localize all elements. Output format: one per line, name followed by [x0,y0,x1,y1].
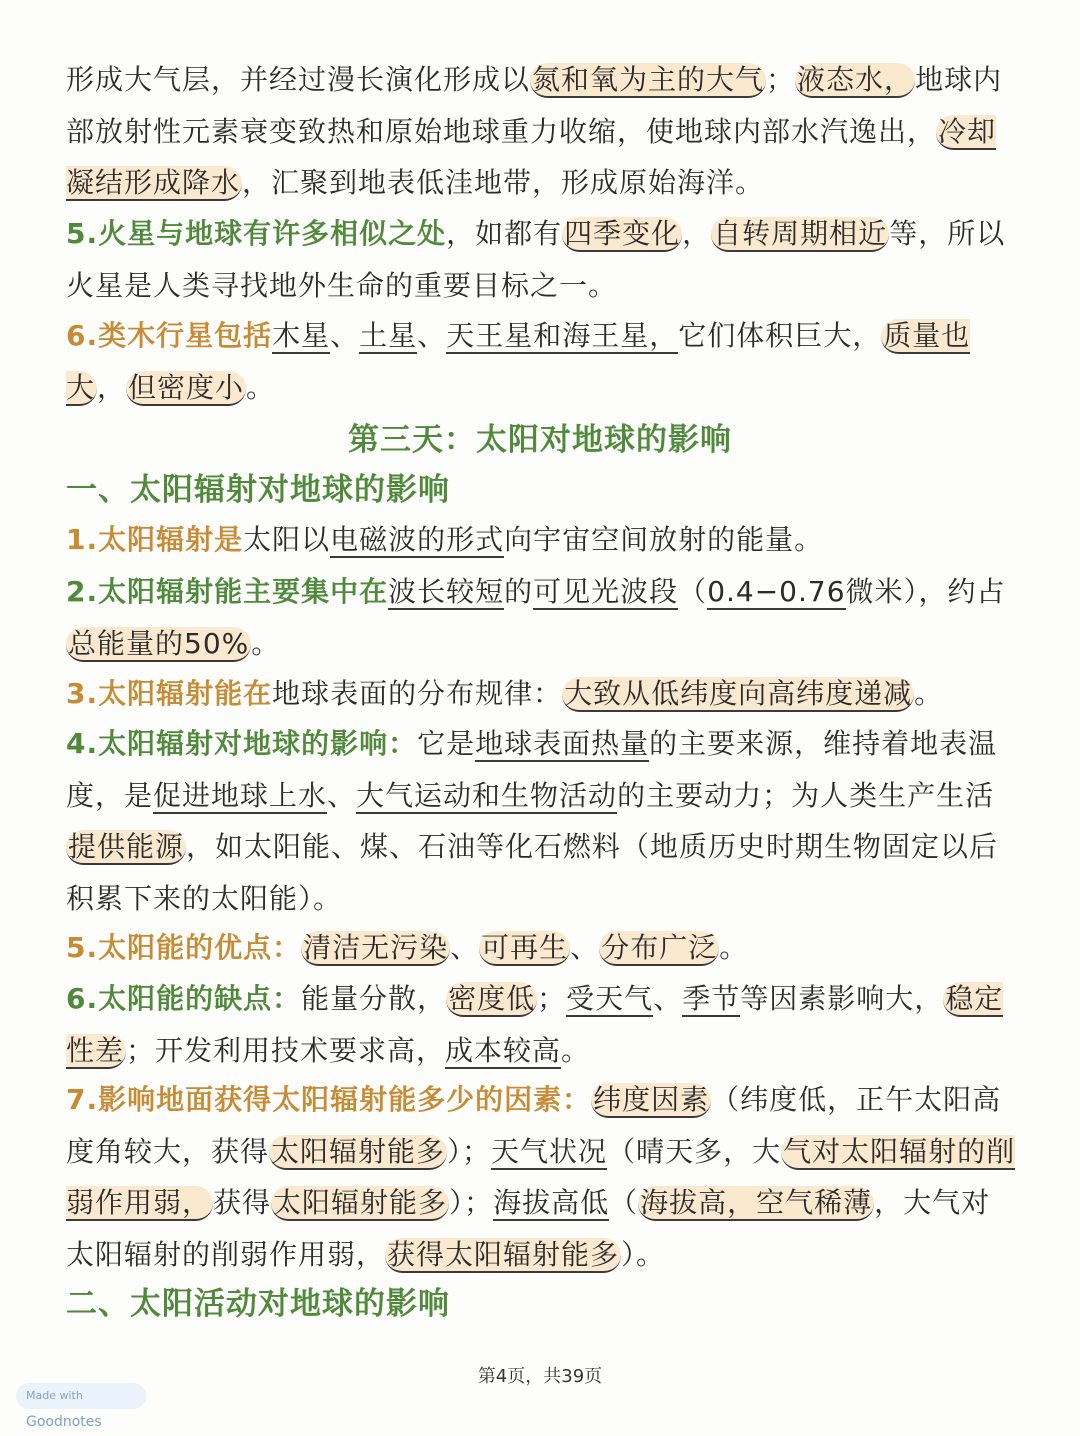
text: 获得 [213,1186,272,1219]
day-title: 第三天：太阳对地球的影响 [348,422,732,458]
text: ）； [449,1186,494,1219]
highlight-density-small: 但密度小 [128,370,245,404]
text: （ [678,575,708,608]
text: 。 [251,626,281,660]
item-2 [66,566,1018,669]
text: ，汇聚到地表低洼地带，形成原始海洋。 [242,166,765,199]
text: ）； [447,1134,492,1168]
highlight-condense-precipitation: 冷却凝结形成降水 [66,114,997,199]
text: （ [609,1186,639,1219]
paragraph-atmosphere-ocean [66,54,1018,209]
item-jovian-planets [66,310,1018,413]
text: 能量分散， [301,982,447,1015]
text: 。 [914,677,944,710]
highlight-clean: 清洁无污染 [303,931,449,964]
item-7 [66,1074,1018,1280]
text: ，如太阳能、煤、石油等化石燃料（地质历史时期生物固定以后积累下来的太阳能）。 [66,830,999,915]
highlight-widespread: 分布广泛 [601,931,718,964]
text: 、 [653,982,683,1015]
highlight-seasons: 四季变化 [564,217,681,250]
underline-atmosphere-bio: 大气运动和生物活动 [356,778,618,812]
text: 等因素影响大， [740,982,944,1015]
highlight-unstable: 稳定性差 [66,982,1004,1067]
underline-water: 促进地球上水 [153,778,328,812]
item-4 [66,718,1018,924]
item-label: 6.太阳能的缺点： [66,982,302,1015]
text: 。 [561,1033,591,1067]
text: 的主要动力；为人类生产生活 [617,778,995,812]
highlight-more-radiation: 太阳辐射能多 [271,1134,446,1168]
text: 。 [246,370,276,404]
underline-high-cost: 成本较高 [445,1033,562,1067]
item-1 [66,514,1018,566]
text: 的主要来源，维持着地表温度，是 [66,727,998,812]
underline-em-wave: 电磁波的形式 [330,523,505,556]
text: 、 [330,319,360,352]
text: ， [97,370,127,404]
underline-short-wave: 波长较短 [388,575,505,608]
badge-prefix: Made with [26,1389,83,1402]
item-label: 7.影响地面获得太阳辐射能多少的因素： [66,1083,592,1116]
section-title-radiation: 一、太阳辐射对地球的影响 [66,472,450,508]
text: ， [682,217,712,250]
text: （晴天多，大 [607,1134,782,1168]
highlight-liquid-water: 液态水， [797,63,914,96]
text: 太阳以 [243,523,331,556]
text: 、 [327,778,357,812]
text: 的 [504,575,534,608]
underline-uranus-neptune: 天王星和海王星， [446,319,679,352]
highlight-more-radiation-3: 获得太阳辐射能多 [387,1237,620,1271]
highlight-mass-large: 质量也大 [66,319,971,404]
item-label: 6.类木行星包括 [66,319,273,352]
page-number: 第4页，共39页 [477,1366,603,1387]
text: 地球表面的分布规律： [272,677,563,710]
item-label: 3.太阳辐射能在 [66,677,273,710]
text: 微米），约占 [845,575,1006,608]
text: 、 [570,931,600,964]
badge-brand: Goodnotes [26,1414,102,1430]
text: 。 [719,931,749,964]
underline-altitude: 海拔高低 [493,1186,610,1219]
item-label: 4.太阳辐射对地球的影响： [66,727,418,760]
text: 它是 [417,727,476,760]
underline-wavelength: 0.4−0.76 [707,575,846,608]
text: 它们体积巨大， [678,319,882,352]
highlight-more-radiation-2: 太阳辐射能多 [273,1186,448,1219]
text: 形成大气层，并经过漫长演化形成以 [66,63,531,96]
item-label: 1.太阳辐射是 [66,523,244,556]
highlight-nitrogen-oxygen: 氮和氧为主的大气 [532,63,765,96]
text: ，大气对太阳辐射的削弱作用弱， [66,1186,991,1271]
highlight-latitude: 纬度因素 [593,1083,710,1116]
underline-weather: 受天气 [566,982,654,1015]
text: 向宇宙空间放射的能量。 [504,523,824,556]
text: ，如都有 [446,217,563,250]
highlight-renewable: 可再生 [481,931,569,964]
underline-weather-condition: 天气状况 [491,1134,608,1168]
text: 、 [450,931,480,964]
text: 、 [417,319,447,352]
text: ）。 [621,1237,666,1271]
item-label: 5.火星与地球有许多相似之处 [66,217,447,250]
text: （纬度低，正午太阳高度角较大，获得 [66,1083,1002,1168]
item-label: 2.太阳辐射能主要集中在 [66,575,389,608]
goodnotes-badge [16,1383,146,1430]
highlight-low-density: 密度低 [448,982,536,1015]
underline-heat: 地球表面热量 [475,727,650,760]
text: 等，所以火星是人类寻找地外生命的重要目标之一。 [66,217,1006,302]
item-label: 5.太阳能的优点： [66,931,302,964]
text: ； [537,982,567,1015]
highlight-distribution: 大致从低纬度向高纬度递减 [564,677,913,710]
item-6 [66,973,1018,1076]
underline-saturn: 土星 [359,319,418,352]
text: 地球内部放射性元素衰变致热和原始地球重力收缩，使地球内部水汽逸出， [66,63,1003,148]
text: ； [766,63,796,96]
underline-jupiter: 木星 [272,319,331,352]
highlight-weakening: 气对太阳辐射的削弱作用弱， [66,1134,1016,1219]
highlight-rotation: 自转周期相近 [713,217,888,250]
highlight-fifty-percent: 总能量的50% [68,626,250,660]
item-5 [66,922,1018,974]
highlight-thin-air: 海拔高，空气稀薄 [640,1186,873,1219]
highlight-energy-supply: 提供能源 [68,830,185,863]
item-mars [66,208,1018,311]
underline-visible-light: 可见光波段 [533,575,679,608]
underline-season: 季节 [682,982,741,1015]
item-3 [66,668,1018,720]
section-title-solar-activity: 二、太阳活动对地球的影响 [66,1286,450,1322]
text: ；开发利用技术要求高， [126,1033,446,1067]
